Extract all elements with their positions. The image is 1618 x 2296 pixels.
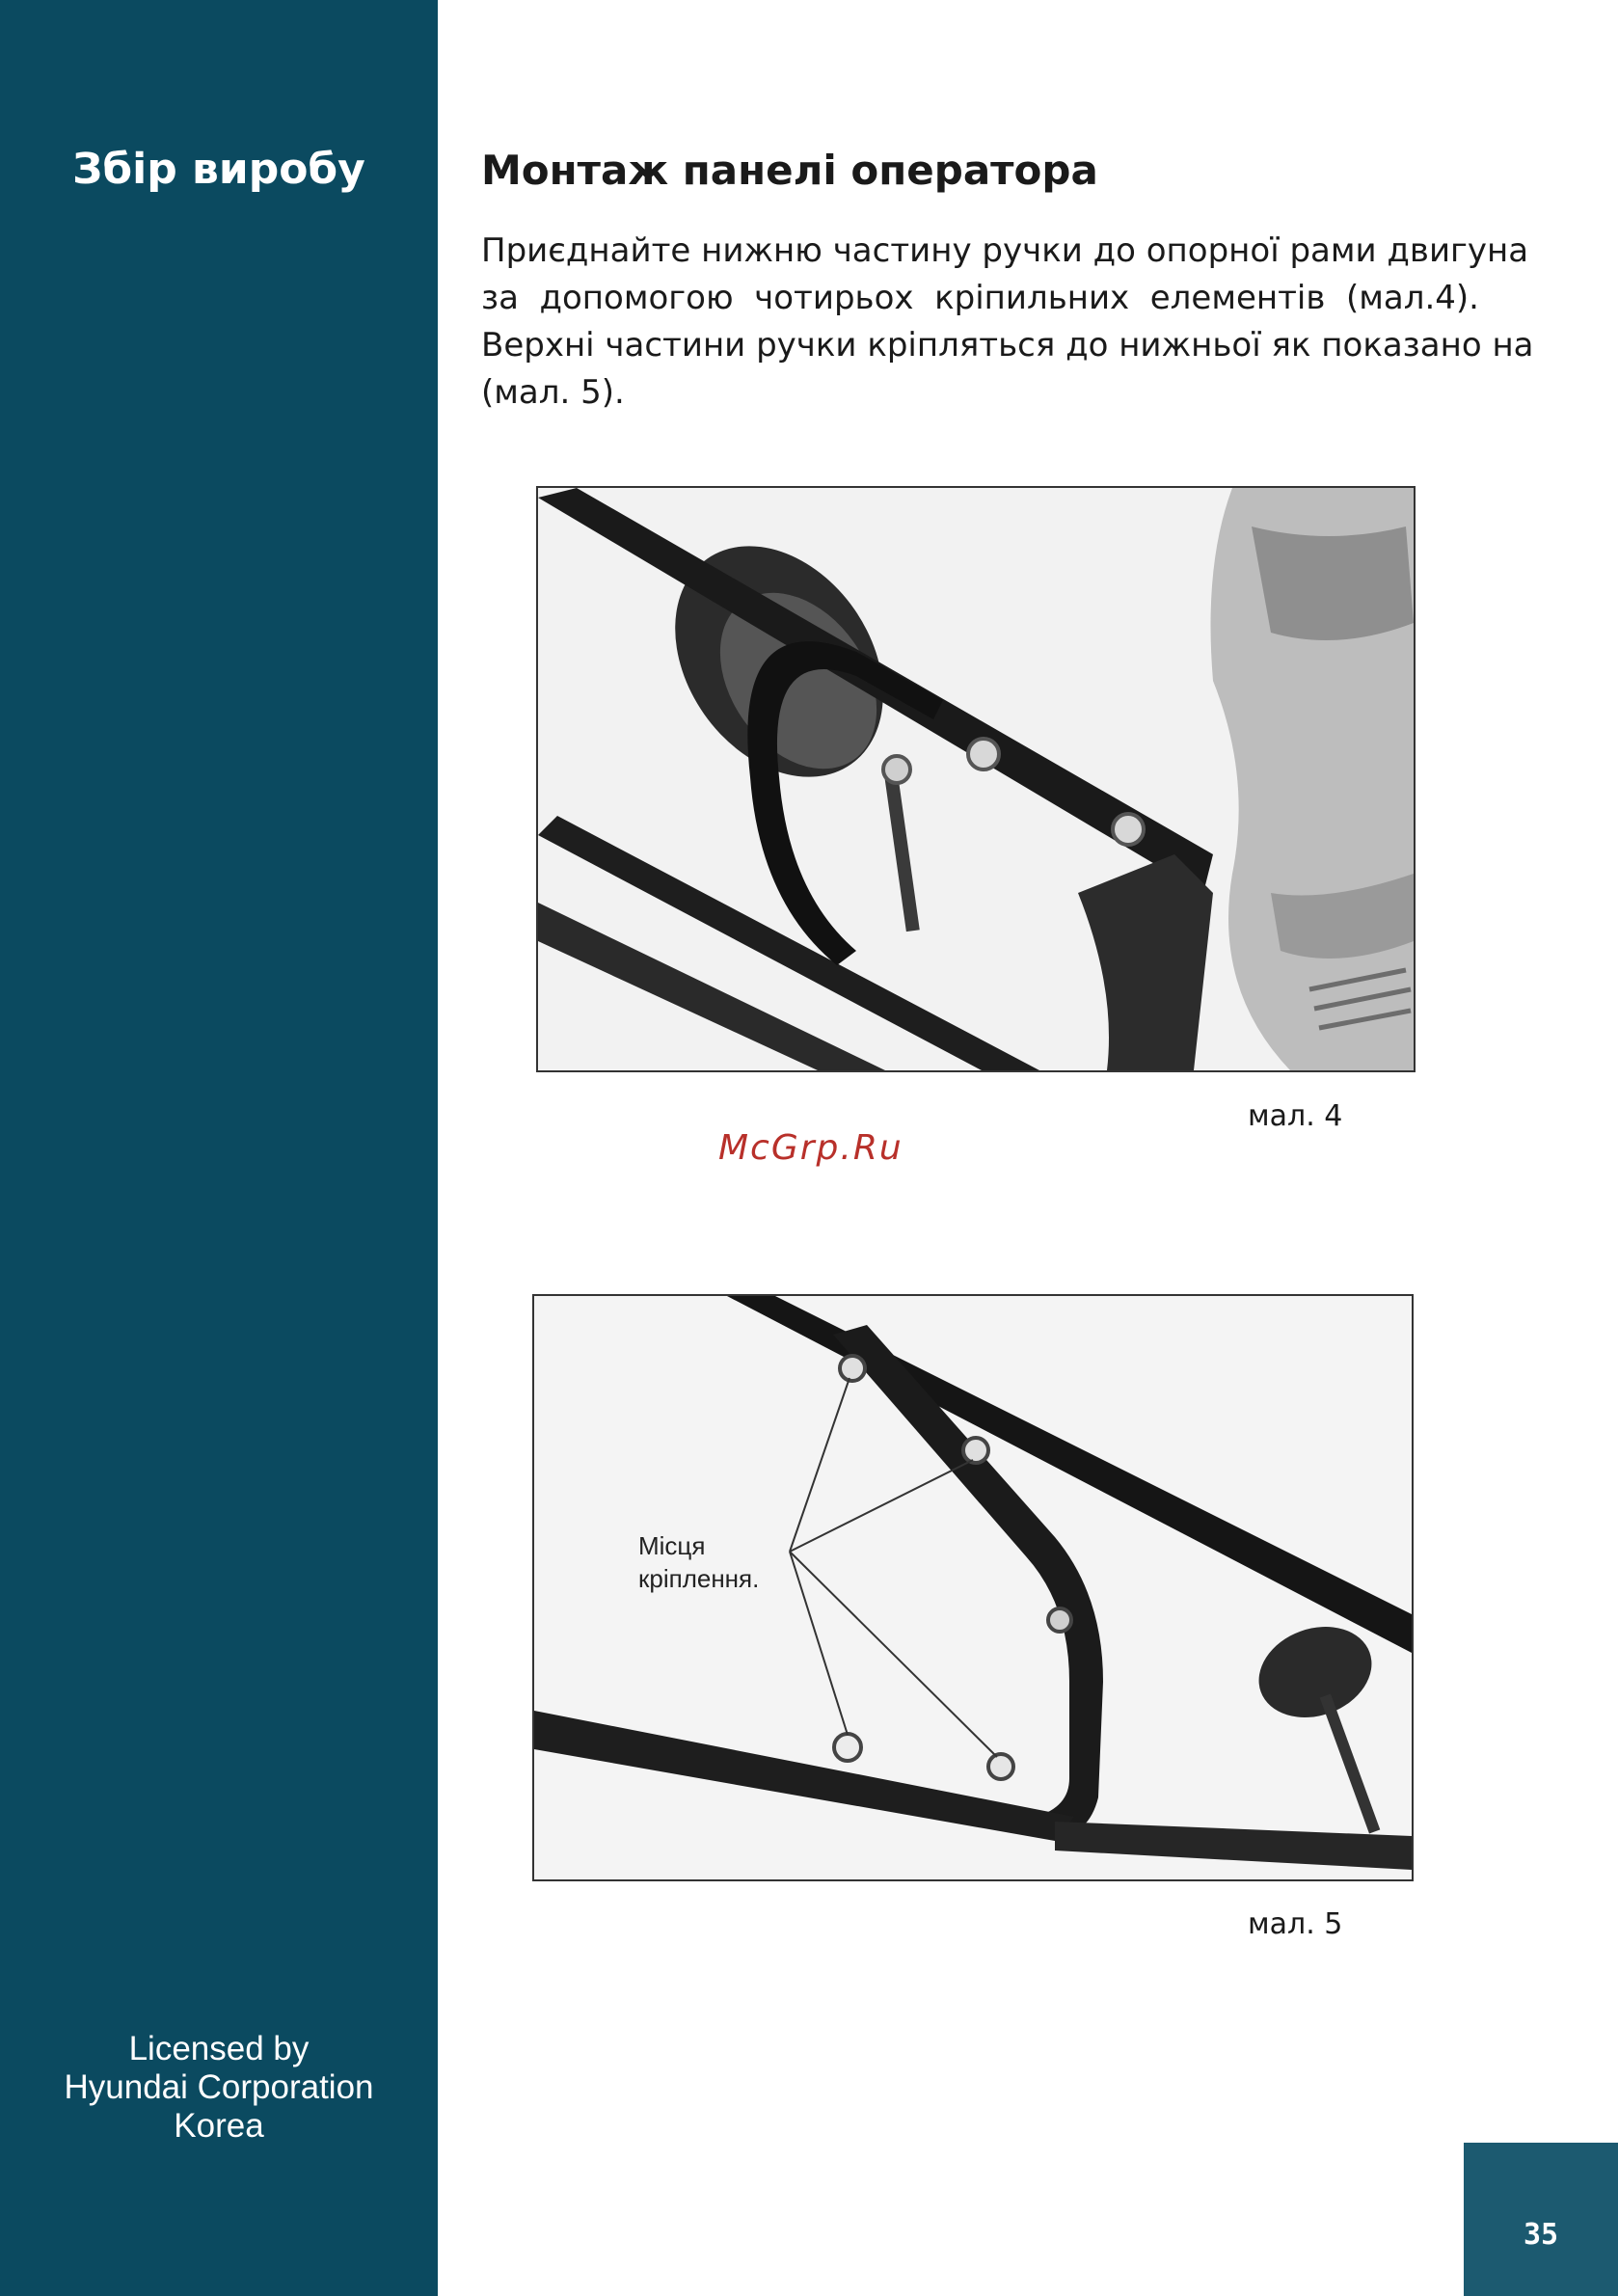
paragraph-line: Верхні частини ручки кріпляться до нижньої як показано на [481,326,1534,365]
page-number-box [1464,2143,1618,2296]
license-line: Licensed by [128,2030,310,2067]
figure-4-caption: мал. 4 [1248,1099,1343,1133]
section-title: Збір виробу [72,145,365,194]
license-text [0,2030,438,2146]
watermark: McGrp.Ru [718,1128,903,1168]
paragraph-line: за допомогою чотирьох кріпильних елементів (мал.4). [481,279,1479,317]
paragraph-line: Приєднайте нижню частину ручки до опорної рами двигуна [481,231,1529,270]
license-line: Korea [174,2107,264,2145]
instruction-paragraph [481,228,1534,417]
sidebar [0,0,438,2296]
callout-line: кріплення. [638,1564,760,1593]
attachment-points-label [638,1529,759,1595]
license-line: Hyundai Corporation [64,2068,374,2106]
figure-4-photo [536,486,1416,1072]
page-number: 35 [1523,2218,1559,2252]
paragraph-line: (мал. 5). [481,373,625,412]
figure-5-caption: мал. 5 [1248,1907,1343,1941]
page-heading: Монтаж панелі оператора [481,147,1098,194]
handle-mount-photo [538,488,1414,1070]
callout-line: Місця [638,1531,706,1560]
